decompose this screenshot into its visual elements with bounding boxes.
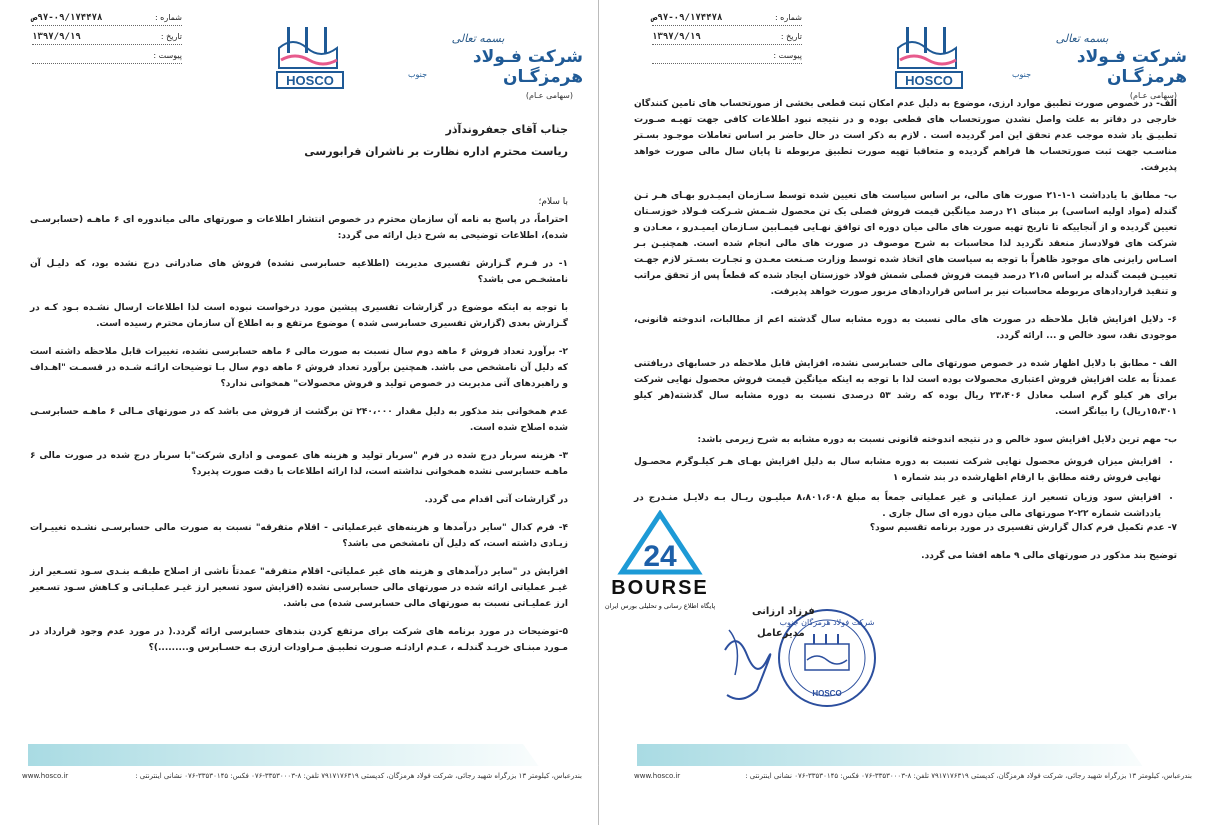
watermark-tagline: پایگاه اطلاع رسانی و تحلیلی بورس ایران [604,602,716,610]
footer-band-right [637,744,1187,766]
company-header-right [1012,32,1187,100]
date-label-right: تاریخ : [780,32,802,41]
recipient-name: جناب آقای جعفروندآذر [445,123,568,136]
company-name: شرکت فـولاد هرمزگـان [472,47,583,87]
answer-4: افزایش در "سایر درآمدهای و هزینه های غیر عملیاتی- اقلام متفرقه" عمدتاً ناشی از اصلاح طبقـه بنـدی سـود تسـعیر ارز غیـر عملیاتی ارائه شده در صورتهای مالی حسابرسی نشده (افزایش سود تسعیر ارز غیـر عملیـاتی و کـاهش سـود تسـعیر ارز عملیـاتی نسبت به صورتهای مالی حسابرسی شده) می باشد. [30,567,568,609]
answer-5a: الف- در خصوص صورت تطبیق موارد ارزی، موضوع به دلیل عدم امکان ثبت قطعی بخشی از صورتحساب های تامین کنندگان خارجی در دفاتر به علت واصل نشدن صورتحساب های قطعی بوده و در نتیجه نبود اطلاعات کافی جهت تهیـه صـورت تطبیـق یاد شده موجب عدم تحقق این امر گردیده است . لازم به ذکر است در حال حاضر بر اساس تعاملات موجـود بسـتر مناسـب جهت ثبت صورتحساب ها فراهم گردیده و متعاقبا تهیه صورت تطبیق مربوطه تا پایان سال مالی صورت خواهد پذیرفت. [634,99,1177,173]
letter-page-left [0,0,599,825]
bismillah-right: بسمه تعالی [1055,32,1109,45]
list-item: • افزایش سود وزیان تسعیر ارز عملیاتی و غیر عملیاتی جمعاً به مبلغ ۸،۸۰۱،۶۰۸ میلیـون ریـال بـه دلایـل منـدرج در یادداشت شماره ۲۲-۲ صورتهای مالی میان دوره ای سال جاری . [634,490,1161,522]
letter-body-left [30,122,568,668]
footer-address-right [634,772,1192,780]
list-item: • افزایش میزان فروش محصول نهایی شرکت نسبت به دوره مشابه سال به دلیل افزایش بهـای هـر کیلـوگرم محصـول نهایی فروش رفته مطابق با ارقام اظهارشده در بند شماره ۱ [634,454,1161,486]
question-2: ۲- برآورد تعداد فروش ۶ ماهه دوم سال نسبت به صورت مالی ۶ ماهه حسابرسی نشده، تغییرات قابل ملاحظه داشته است که دلیل آن نامشخص می باشد. همچنین برآورد تعداد فروش ۶ ماهه دوم سال بـا توضیحات ارائـه شـده در قسمـت "اهـداف و راهبردهای آتی مدیریت در خصوص تولید و فروش محصولات" همخوانی ندارد؟ [30,347,568,389]
watermark-number: 24 [643,540,677,573]
letter-meta [32,10,182,67]
signer-title: مدیرعامل [757,628,805,639]
hosco-logo-right [894,24,964,94]
company-header [408,32,583,100]
question-5: ۵-توضیحات در مورد برنامه های شرکت برای مرتفع کردن بندهای حسابرسی ارائه گردد.( در مورد عدم وجود قرارداد در مـورد مبنـای خریـد گندلـه ، عـدم ارادئـه صـورت تطبیـق مـراودات ارزی بـه حسـابرس و.........)؟ [30,627,568,653]
bismillah: بسمه تعالی [451,32,505,45]
company-type-right: (سهامی عـام) [1129,91,1177,100]
footer-address [22,772,582,780]
question-4: ۴- فرم کدال "سایر درآمدها و هزینه‌های غیرعملیاتی - اقلام متفرقه" نسبت به صورت مالی حسابرسـی نشـده تغییـرات زیـادی داشته است، که دلیل آن نامشخص می باشد؟ [30,523,568,549]
question-3: ۳- هزینه سربار درج شده در فرم "سربار تولید و هزینه های عمومی و اداری شرکت"با سربار درج شده در صورت مالی ۶ ماهـه حسابرسی نشده همخوانی نداشته است، لذا ارائه اطلاعات با دقت صورت پذیرد؟ [30,451,568,477]
footer-url[interactable]: www.hosco.ir [22,772,69,780]
question-1: ۱- در فـرم گـزارش تفسیری مدیریت (اطلاعیه حسابرسی نشده) فروش های صادراتی درج نشده بود، که دلیـل آن نامشخـص می باشد؟ [30,259,568,285]
handwritten-signature [725,641,770,699]
company-name-right: شرکت فـولاد هرمزگـان [1076,47,1187,87]
footer-address-text-right: بندرعباس، کیلومتر ۱۳ بزرگراه شهید رجائی، شرکت فولاد هرمزگان، کدپستی ۷۹۱۷۱۷۶۳۱۹ تلفن: ۸-۳۳۵۳۰۰۰۳-۰۷۶ فکس: ۳۳۵۳۰۱۴۵-۰۷۶ نشانی اینترنتی : [745,772,1192,780]
footer-url-right[interactable]: www.hosco.ir [634,772,681,780]
date-value-right: ۱۳۹۷/۹/۱۹ [652,31,701,42]
bourse24-watermark [598,510,723,620]
logo-text: HOSCO [286,73,334,88]
number-label: شماره : [154,13,182,22]
attachment-label-right: پیوست : [773,51,802,60]
answer-2: عدم همخوانی بند مذکور به دلیل مقدار ۲۴۰،۰۰۰ تن برگشت از فروش می باشد که در صورتهای مـالی ۶ ماهـه حسابرسـی شده اصلاح شده است. [30,407,568,433]
intro-paragraph: احتراماً، در پاسخ به نامه آن سازمان محترم در خصوص انتشار اطلاعات و صورتهای مالی میاندوره ای ۶ ماهـه (حسابرسـی شده)، اطلاعات توضیحی به شرح ذیل ارائه می گردد: [30,215,568,241]
signer-name: فرزاد ارزانی [752,606,815,617]
question-6: ۶- دلایل افزایش قابل ملاحظه در صورت های مالی نسبت به دوره مشابه سال گذشته اعم از مطالبات، اندوخته قانونی، موجودی نقد، سود خالص و ... ارائه گردد. [634,315,1177,341]
answer-6a: الف - مطابق با دلایل اظهار شده در خصوص صورتهای مالی حسابرسی نشده، افزایش قابل ملاحظه در حسابهای دریافتنی عمدتاً به علت افزایش فروش اعتباری محصولات بوده است لذا با توجه به اینکه میانگین قیمت فروش محصول نهایی شرکت برای هر کیلو گرم اسلب معادل ۲۳،۴۰۶ ریال بوده که رشد ۵۳ درصدی نسبت به دوره مشابه سال گذشته(هر کیلو ۱۵،۳۰۱ریال) را بیانگر است. [634,359,1178,417]
seal-text: شرکت فولاد هرمزگان جنوب [779,618,875,627]
question-7: ۷- عدم تکمیل فرم کدال گزارش تفسیری در مورد برنامه تقسیم سود؟ [869,523,1177,533]
number-value: ۹۷-۰۹/۱۷۴۴۷۸ص [32,12,103,23]
recipient-title: ریاست محترم اداره نظارت بر ناشران فرابورسی [304,145,568,158]
watermark-brand: BOURSE [611,577,709,599]
answer-1: با توجه به اینکه موضوع در گزارشات تفسیری پیشین مورد درخواست نبوده است لذا اطلاعات ارسال نشـده بـود کـه در گـزارش بعدی (گزارش تفسیری حسابرسی شده ) موضوع مرتفع و به اطلاع آن سازمان محترم رسیده است. [30,303,568,329]
company-south: جنوب [408,70,428,79]
letter-body-right [634,96,1177,576]
number-value-right: ۹۷-۰۹/۱۷۴۴۷۸ص [652,12,723,23]
hosco-logo [275,24,345,94]
seal-bottom-text: HOSCO [812,689,842,698]
answer-5b: ب- مطابق با یادداشت ۱-۱-۲۱ صورت های مالی، بر اساس سیاست های تعیین شده توسط سـازمان ایمیـدرو بهـای هـر تـن گندله (مواد اولیه اساسی) بر مبنای ۲۱ درصد میانگین قیمت فروش فصلی یک تن محصول شـمش شـرکت فـولاد خوزسـتان تعیین گردیده و از آنجاییکه تا تاریخ تهیه صورت های مالی میان دوره ای توافق نهـایی فیمـابین سـازمان ایمیـدرو ، معـادن و شرکت های فولادساز منعقد نگردید لذا محاسبات به شرح موصوف در صورت های مالی انجام شده است. همچنیـن بـر اسـاس رایزنی های موجود ظاهراً با توجه به سیاست های اتخاذ شده توسط وزارت صـنعت معـدن و تجـارت بسـتر لازم جهـت تعییـن قیمت گندله بر اساس ۲۱،۵ درصد قیمت فروش فصلی شمش فولاد خوزستان ایجاد شده که قطعاً پس از تحقق مراتب و تنفیذ قراردادهای مربوطه محاسبات نیز بر اساس قراردادهای مزبور صورت خواهد پذیرفت. [634,191,1177,297]
answer-3: در گزارشات آتی اقدام می گردد. [424,495,568,505]
company-seal [779,610,875,706]
number-label-right: شماره : [774,13,802,22]
answer-6b: ب- مهم ترین دلایل افزایش سود خالص و در نتیجه اندوخته قانونی نسبت به دوره مشابه به شرح زیرمی باشد: [697,435,1177,445]
company-type: (سهامی عـام) [525,91,573,100]
salutation: با سلام؛ [538,197,568,207]
footer-address-text: بندرعباس، کیلومتر ۱۳ بزرگراه شهید رجائی، شرکت فولاد هرمزگان، کدپستی ۷۹۱۷۱۷۶۳۱۹ تلفن: ۸-۳۳۵۳۰۰۰۳-۰۷۶ فکس: ۳۳۵۳۰۱۴۵-۰۷۶ نشانی اینترنتی : [135,772,582,780]
letter-meta-right [652,10,802,67]
date-label: تاریخ : [160,32,182,41]
date-value: ۱۳۹۷/۹/۱۹ [32,31,81,42]
attachment-label: پیوست : [153,51,182,60]
bourse24-logo-icon [622,514,698,573]
company-south-right: جنوب [1012,70,1032,79]
logo-text-right: HOSCO [905,73,953,88]
footer-band [28,744,583,766]
answer-7: توضیح بند مذکور در صورتهای مالی ۹ ماهه افشا می گردد. [921,551,1177,561]
